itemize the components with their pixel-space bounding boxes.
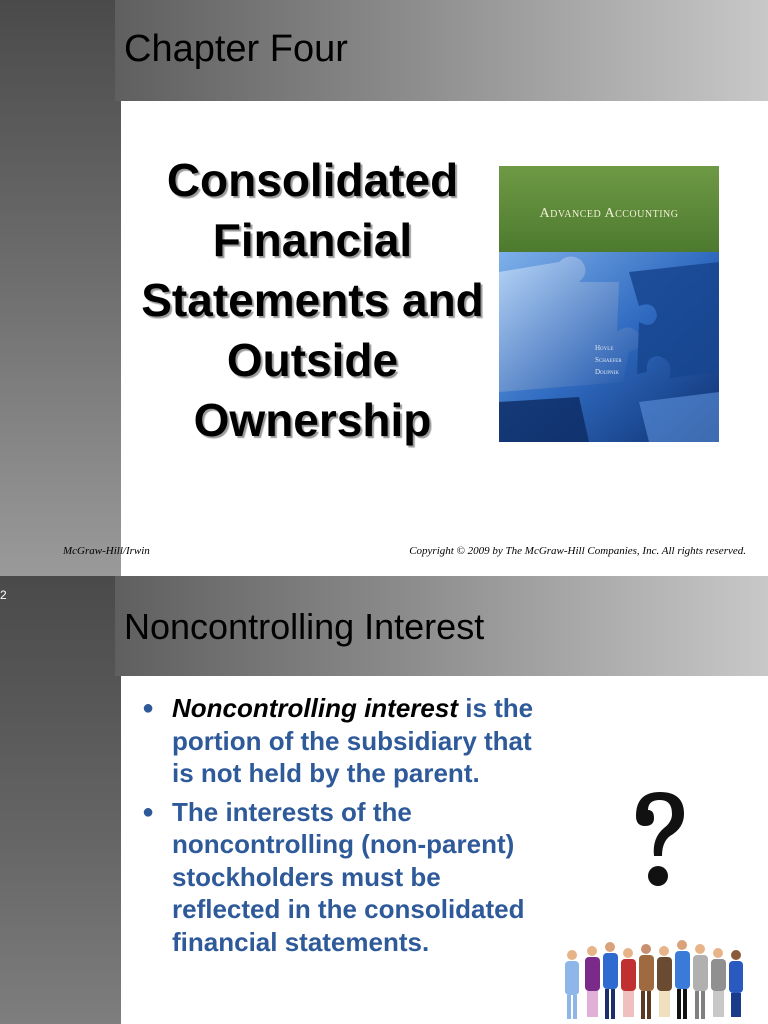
left-gradient-bar xyxy=(0,0,121,576)
defined-term: Noncontrolling interest xyxy=(172,693,458,723)
book-title: Advanced Accounting xyxy=(539,206,679,221)
chapter-heading: Chapter Four xyxy=(124,28,348,70)
title-line: Consolidated xyxy=(166,154,459,206)
bullet-item xyxy=(142,796,552,959)
publisher-footer: McGraw-Hill/Irwin xyxy=(63,545,150,557)
people-group-icon xyxy=(560,921,760,1024)
title-line: Financial xyxy=(212,214,413,266)
left-gradient-bar xyxy=(0,576,121,1024)
bullet-list xyxy=(142,692,552,964)
book-cover-header xyxy=(499,166,719,252)
title-line: Ownership xyxy=(193,394,432,446)
book-authors xyxy=(595,342,622,378)
slide-2 xyxy=(0,576,768,1024)
bullet-text: is the portion of the subsidiary that is not held by the parent. xyxy=(172,693,534,788)
slide-number: 2 xyxy=(0,588,7,602)
bullet-item xyxy=(142,692,552,790)
title-line: Statements and xyxy=(141,274,484,326)
bullet-text: The interests of the noncontrolling (non-parent) stockholders must be reflected in the consolidated financial statements. xyxy=(172,796,525,957)
copyright-footer: Copyright © 2009 by The McGraw-Hill Companies, Inc. All rights reserved. xyxy=(409,545,746,557)
book-author: Schaefer xyxy=(595,356,622,364)
title-line: Outside xyxy=(226,334,399,386)
question-mark-icon xyxy=(626,786,692,896)
book-author: Doupnik xyxy=(595,368,619,376)
book-cover-image xyxy=(499,166,719,442)
slide-heading: Noncontrolling Interest xyxy=(124,606,485,647)
book-author: Hoyle xyxy=(595,344,614,352)
slide-main-title xyxy=(120,150,505,450)
